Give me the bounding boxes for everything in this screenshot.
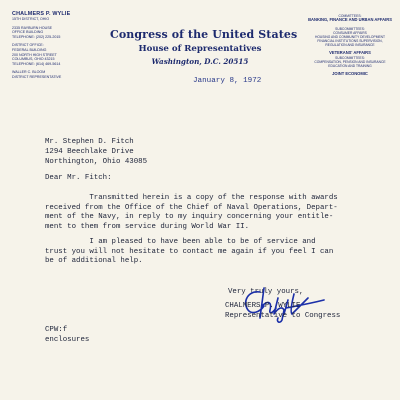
signer-block (225, 302, 340, 322)
subcommittee-item: HOUSING AND COMMUNITY DEVELOPMENT (314, 35, 386, 40)
paragraph-line: ment of the Navy, in reply to my inquiry concerning your entitle- (45, 213, 334, 222)
paragraph-1 (45, 194, 338, 232)
subcommittees-label: SUBCOMMITTEES: (335, 26, 365, 31)
recipient-line: 1294 Beechlake Drive (45, 148, 134, 156)
committees-block (304, 14, 396, 77)
signer-title: Representative to Congress (225, 311, 341, 320)
district-office-line: TELEPHONE: (614) 469-5614 (12, 61, 61, 66)
signer-name: CHALMERS P. WYLIE (225, 302, 301, 310)
paragraph-2 (45, 238, 333, 267)
committee-veterans: VETERANS' AFFAIRS (329, 50, 371, 56)
letterhead-congress: Congress of the United States (110, 28, 298, 41)
subcommittee-item: EDUCATION AND TRAINING (328, 64, 372, 69)
paragraph-line: Transmitted herein is a copy of the response with awards (45, 194, 338, 202)
letterhead-city: Washington, D.C. 20515 (151, 57, 249, 66)
closing: Very truly yours, (228, 288, 304, 296)
paragraph-line: be of additional help. (45, 257, 143, 266)
letterhead (110, 28, 298, 66)
dc-office-line: OFFICE BUILDING (12, 30, 44, 35)
subcommittees-label: SUBCOMMITTEES: (335, 56, 365, 61)
paragraph-line: received from the Office of the Chief of Naval Operations, Depart- (45, 203, 338, 212)
enclosures-note: enclosures (45, 336, 90, 344)
reference-initials: CPW:f (45, 326, 68, 334)
recipient-line: Northington, Ohio 43085 (45, 158, 148, 166)
recipient-address (45, 137, 147, 167)
district-office-line: FEDERAL BUILDING (12, 47, 47, 52)
subcommittee-item: COMPENSATION, PENSION AND INSURANCE (314, 60, 386, 65)
committee-joint-economic: JOINT ECONOMIC (332, 71, 368, 77)
district-office-line: 200 NORTH HIGH STREET (12, 52, 57, 57)
subcommittee-item: REGULATION AND INSURANCE (325, 43, 375, 48)
subcommittee-item: FINANCIAL INSTITUTIONS SUPERVISION, (317, 39, 383, 44)
committee-banking: BANKING, FINANCE AND URBAN AFFAIRS (308, 17, 392, 23)
dc-office-line: TELEPHONE: (202) 225-2015 (12, 34, 61, 39)
subcommittee-item: CONSUMER AFFAIRS (333, 30, 367, 35)
paragraph-line: I am pleased to have been able to be of service and (45, 238, 316, 246)
congressman-info-block (12, 11, 94, 80)
paragraph-line: trust you will not hesitate to contact me again if you feel I can (45, 247, 334, 256)
salutation: Dear Mr. Fitch: (45, 174, 112, 182)
letterhead-house: House of Representatives (138, 44, 262, 54)
dc-office-line: 2335 RAYBURN HOUSE (12, 25, 53, 30)
staff-name: WALLER C. BLOOM (12, 70, 46, 75)
staff-title: DISTRICT REPRESENTATIVE (12, 74, 62, 79)
letter-date: January 8, 1972 (193, 77, 262, 85)
paragraph-line: ment to them from service during World War II. (45, 222, 250, 231)
district-office-line: COLUMBUS, OHIO 43215 (12, 57, 55, 62)
district-office-label: DISTRICT OFFICE: (12, 43, 44, 48)
district-name: 15TH DISTRICT, OHIO (12, 17, 50, 21)
reference-block (45, 325, 89, 345)
recipient-line: Mr. Stephen D. Fitch (45, 138, 134, 146)
congressman-name: CHALMERS P. WYLIE (12, 11, 71, 17)
committees-label: COMMITTEES: (338, 14, 362, 18)
